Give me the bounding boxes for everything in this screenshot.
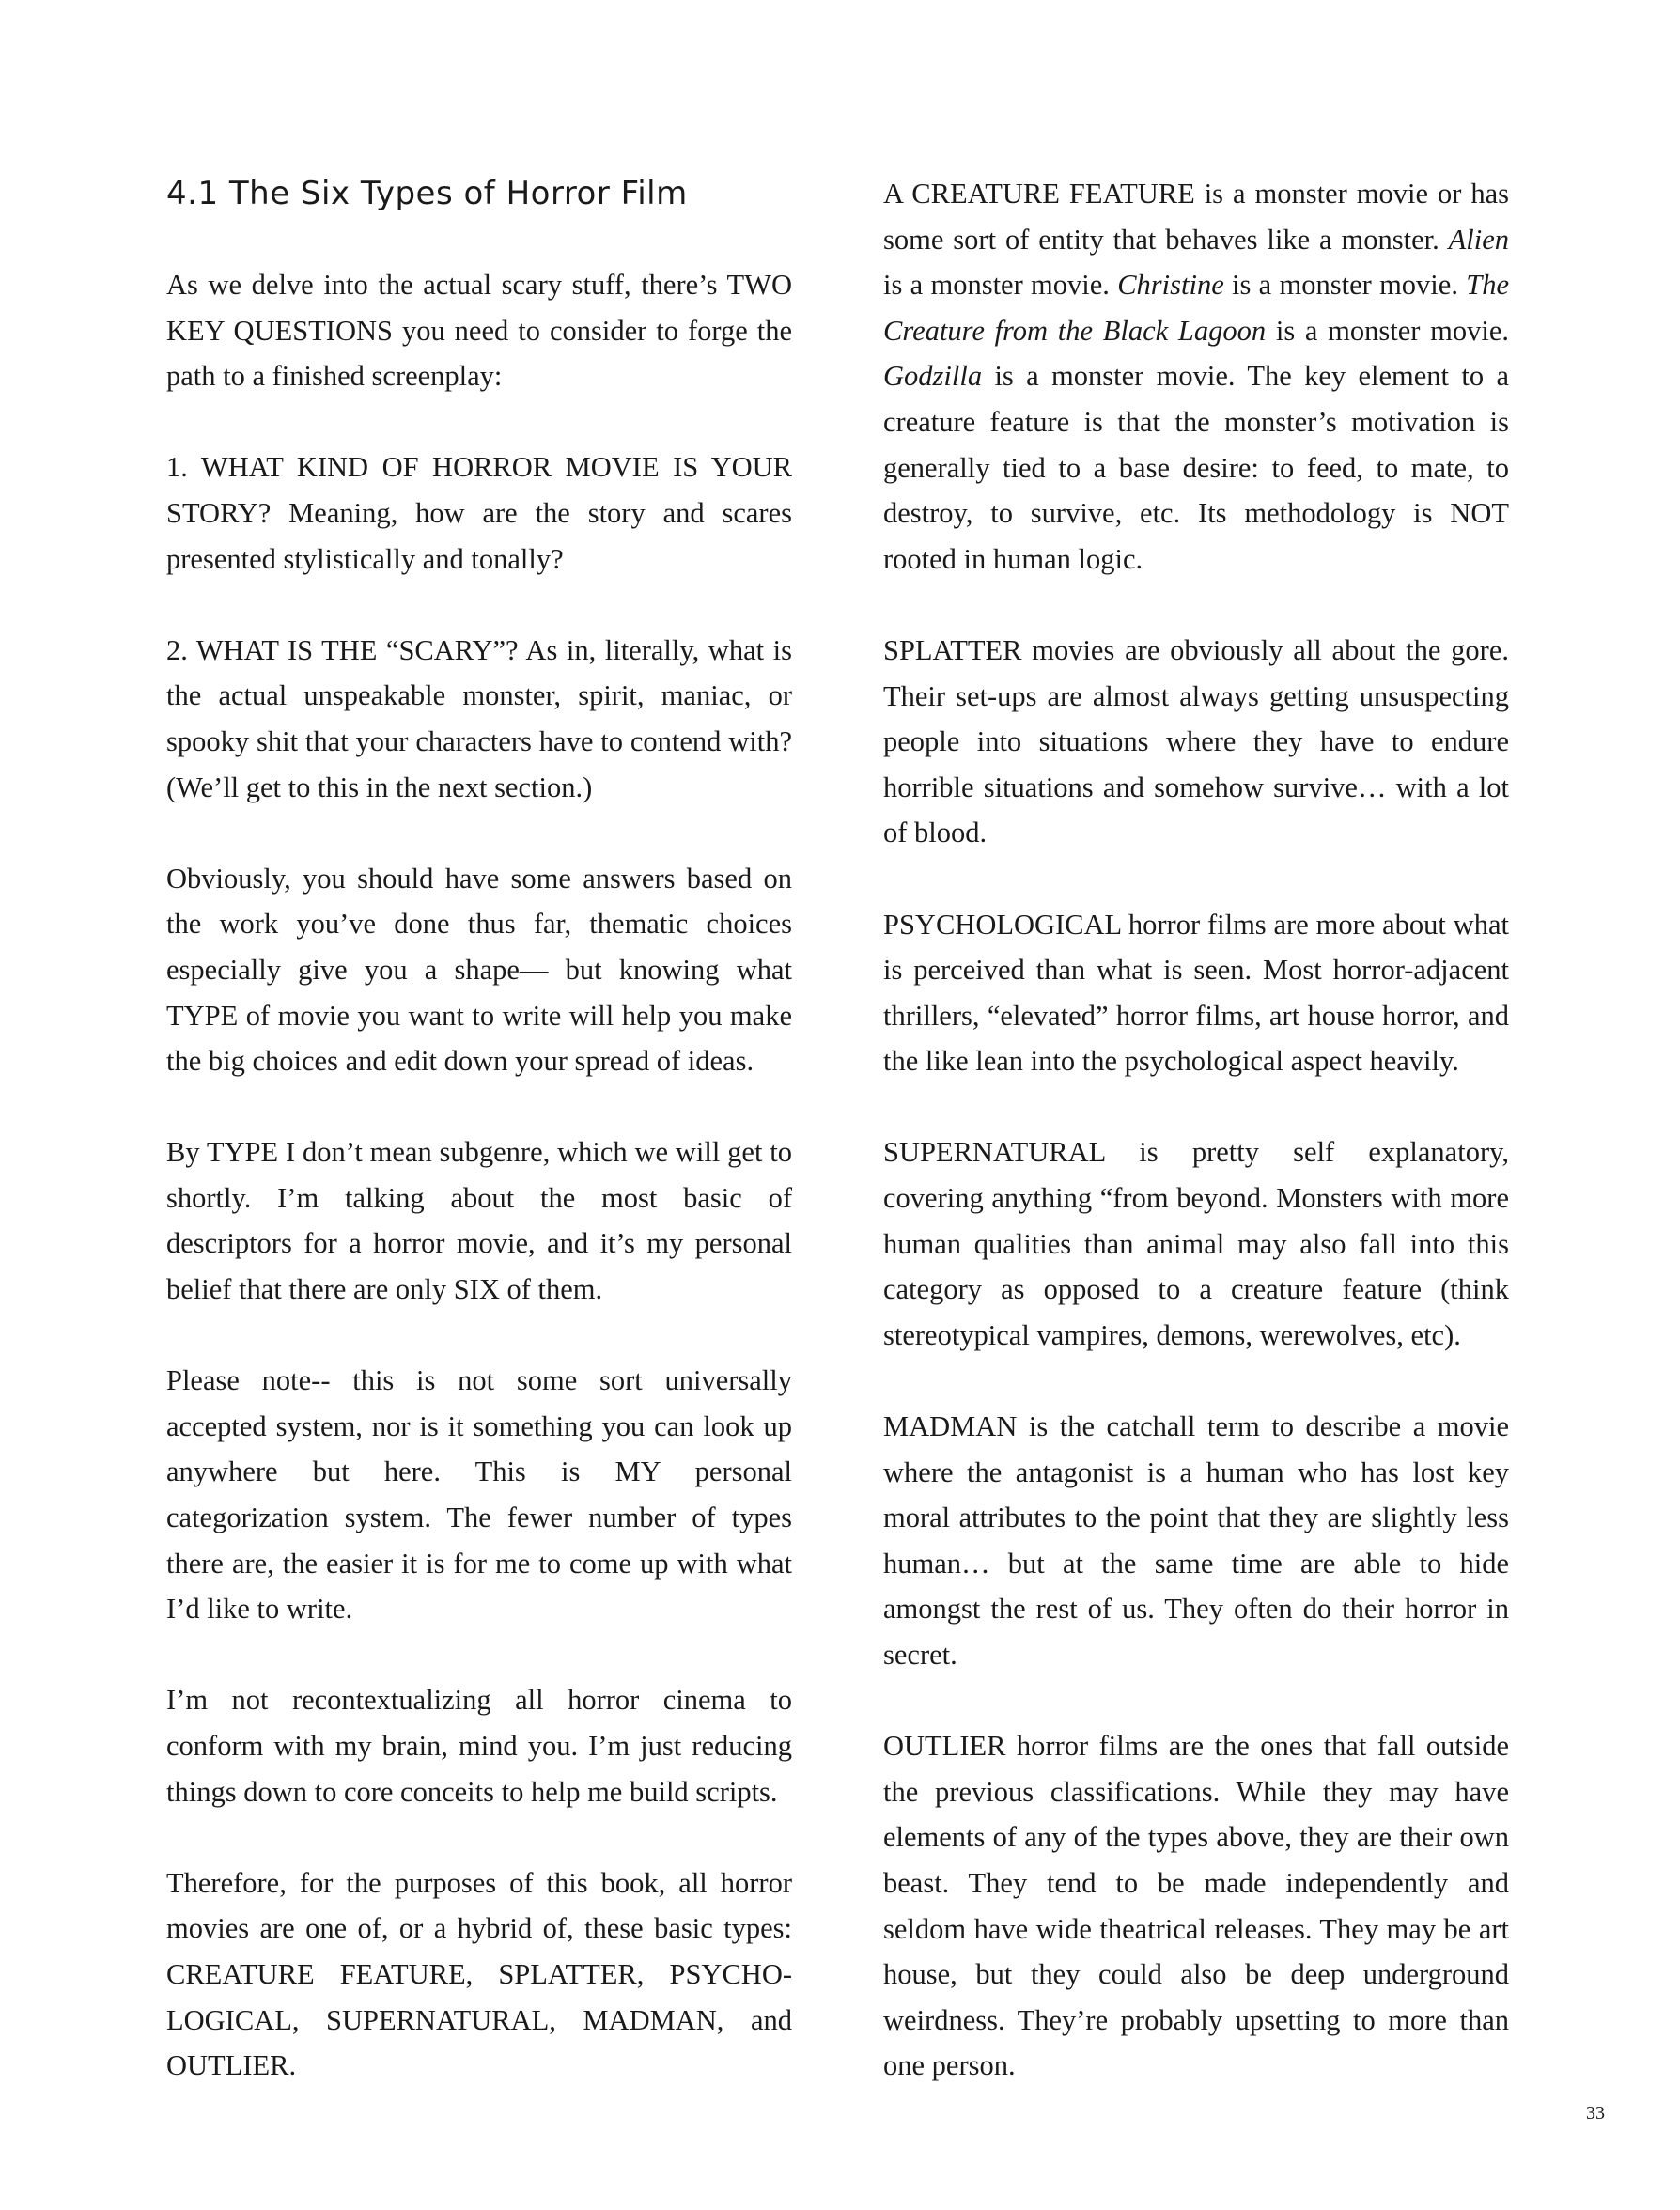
paragraph-question-one: 1. WHAT KIND OF HORROR MOVIE IS YOUR STORY? Meaning, how are the story and scares presented stylistically and tonally?: [166, 451, 792, 575]
paragraph-not-recontextualizing: I’m not recontextualizing all horror cinema to conform with my brain, mind you. I’m just reducing things down to core conceits to help me build scripts.: [166, 1684, 792, 1808]
title-christine: Christine: [1117, 269, 1224, 302]
paragraph-question-two: 2. WHAT IS THE “SCARY”? As in, literally, what is the actual unspeakable monster, spirit, maniac, or spooky shit that your characters have to contend with? (We’ll get to this in the next section.): [166, 633, 792, 803]
paragraph-by-type: By TYPE I don’t mean subgenre, which we will get to shortly. I’m talking about the most basic of descriptors for a horror movie, and it’s my personal belief that there are only SIX of them.: [166, 1136, 792, 1306]
title-creature-black-lagoon: The Creature from the Black Lagoon: [883, 269, 1509, 347]
page-number: 33: [1586, 2103, 1605, 2124]
title-godzilla: Godzilla: [883, 360, 983, 393]
paragraph-please-note: Please note-- this is not some sort universally accepted system, nor is it something you can look up anywhere but here. This is MY personal categorization system. The fewer number of types there are, the easier it is for me to come up with what I’d like to write.: [166, 1364, 792, 1626]
phrase-monster-movie: is a monster movie.: [1232, 269, 1458, 302]
left-column: [166, 171, 792, 2089]
paragraph-outlier: OUTLIER horror films are the ones that fall outside the previous classifications. While they may have elements of any of the types above, they are their own beast. They tend to be made independently and seldom have wide theatrical releases. They may be art house, but they could also be deep underground weirdness. They’re probably upsetting to more than one person.: [883, 1730, 1509, 2082]
right-column: [883, 171, 1509, 2089]
paragraph-madman: MADMAN is the catchall term to describe a movie where the antagonist is a human who has lost key moral attributes to the point that they are slightly less human… but at the same time are able to hide amongst the rest of us. They often do their horror in secret.: [883, 1410, 1509, 1671]
paragraph-obviously: Obviously, you should have some answers based on the work you’ve done thus far, thematic choices especially give you a shape— but knowing what TYPE of movie you want to write will help you make the big choices and edit down your spread of ideas.: [166, 862, 792, 1078]
paragraph-therefore: Therefore, for the purposes of this book, all horror movies are one of, or a hybrid of, these basic types: CREATURE FEATURE, SPLATTER, PSYCHO-LOGICAL, SUPERNATURAL, MADMAN, and OUTLIER.: [166, 1866, 792, 2082]
paragraph-supernatural: SUPERNATURAL is pretty self explanatory, covering anything “from beyond. Monsters with more human qualities than animal may also fall into this category as opposed to a creature feature (think stereotypical vampires, demons, werewolves, etc).: [883, 1136, 1509, 1351]
phrase-monster-movie: is a monster movie.: [883, 269, 1110, 302]
creature-intro: A CREATURE FEATURE is a monster movie or has some sort of entity that behaves like a monster.: [883, 178, 1509, 256]
paragraph-creature-feature: [883, 171, 1509, 582]
title-alien: Alien: [1448, 223, 1509, 256]
phrase-monster-movie: is a monster movie.: [1275, 314, 1509, 347]
paragraph-splatter: SPLATTER movies are obviously all about the gore. Their set-ups are almost always getting unsuspecting people into situations where they have to endure horrible situations and somehow survive… with a lot of blood.: [883, 633, 1509, 849]
creature-rest: is a monster movie. The key element to a creature feature is that the monster’s motivation is generally tied to a base desire: to feed, to mate, to destroy, to survive, etc. Its methodology is NOT rooted in human logic.: [883, 360, 1509, 575]
section-heading: 4.1 The Six Types of Horror Film: [166, 175, 688, 212]
paragraph-psychological: PSYCHOLOGICAL horror films are more about what is perceived than what is seen. Most horror-adjacent thrillers, “elevated” horror films, art house horror, and the like lean into the psychological aspect heavily.: [883, 908, 1509, 1078]
paragraph-intro: As we delve into the actual scary stuff, there’s TWO KEY QUESTIONS you need to consider to forge the path to a finished screenplay:: [166, 269, 792, 393]
